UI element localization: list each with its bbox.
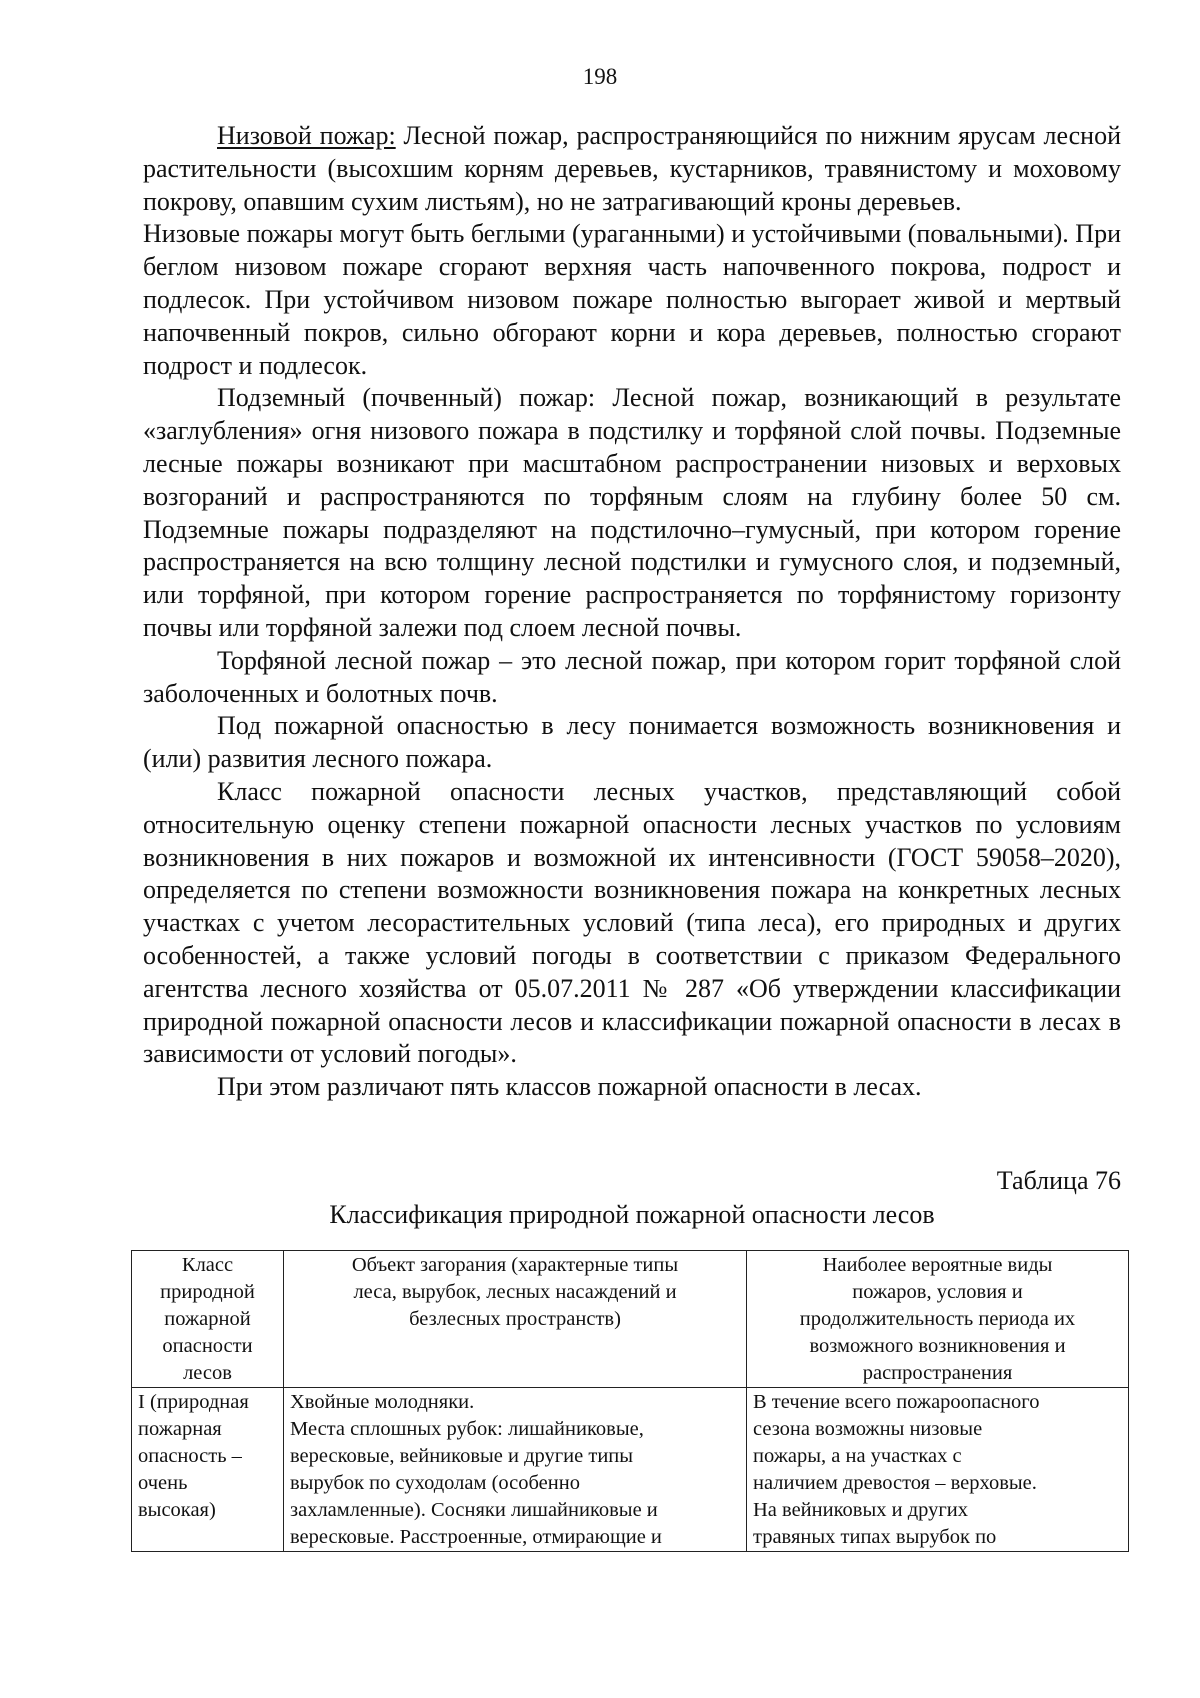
header-danger-class: Класс природной пожарной опасности лесов bbox=[132, 1251, 284, 1388]
paragraph-ground-fire: Подземный (почвенный) пожар: Лесной пожар, возникающий в результате «заглубления» огня низового пожара в подстилку и торфяной слой почвы. Подземные лесные пожары возникают при масштабном распространении низовых и верховых возгораний и распространяются по торфяным слоям на глубину более 50 см. Подземные пожары подразделяют на подстилочно–гумусный, при котором горение распространяется на всю толщину лесной подстилки и гумусного слоя, и подземный, или торфяной, при котором горение распространяется по торфянистому горизонту почвы или торфяной залежи под слоем лесной почвы. bbox=[143, 383, 1121, 642]
cell-ignition-object: Хвойные молодняки. Места сплошных рубок: лишайниковые, вересковые, вейниковые и другие типы вырубок по суходолам (особенно захламленные). Сосняки лишайниковые и вересковые. Расстроенные, отмирающие и bbox=[284, 1388, 747, 1552]
fire-danger-table bbox=[131, 1250, 1129, 1552]
table-number-label: Таблица 76 bbox=[996, 1166, 1121, 1195]
paragraph-fire-danger-class: Класс пожарной опасности лесных участков, представляющий собой относительную оценку степени пожарной опасности лесных участков по условиям возникновения в них пожаров и возможной их интенсивности (ГОСТ 59058–2020), определяется по степени возможности возникновения пожара на конкретных лесных участках с учетом лесорастительных условий (типа леса), его природных и других особенностей, а также условий погоды в соответствии с приказом Федерального агентства лесного хозяйства от 05.07.2011 № 287 «Об утверждении классификации природной пожарной опасности лесов и классификации пожарной опасности в лесах в зависимости от условий погоды». bbox=[143, 776, 1121, 1069]
cell-fire-types: В течение всего пожароопасного сезона возможны низовые пожары, а на участках с наличием древостоя – верховые. На вейниковых и других травяных типах вырубок по bbox=[747, 1388, 1129, 1552]
body-text bbox=[143, 120, 1121, 1104]
paragraph-surface-fire-types: Низовые пожары могут быть беглыми (ураганными) и устойчивыми (повальными). При беглом низовом пожаре сгорают верхняя часть напочвенного покрова, подрост и подлесок. При устойчивом низовом пожаре полностью выгорает живой и мертвый напочвенный покров, сильно обгорают корни и кора деревьев, полностью сгорают подрост и подлесок. bbox=[143, 219, 1121, 380]
header-ignition-object: Объект загорания (характерные типы леса, вырубок, лесных насаждений и безлесных пространств) bbox=[284, 1251, 747, 1388]
table-header-row bbox=[132, 1251, 1129, 1388]
paragraph-surface-fire bbox=[143, 120, 1121, 218]
table-row bbox=[132, 1388, 1129, 1552]
table-title: Классификация природной пожарной опасности лесов bbox=[329, 1200, 935, 1229]
paragraph-fire-danger: Под пожарной опасностью в лесу понимается возможность возникновения и (или) развития лесного пожара. bbox=[143, 711, 1121, 774]
cell-danger-class: I (природная пожарная опасность – очень высокая) bbox=[132, 1388, 284, 1552]
term-surface-fire: Низовой пожар: bbox=[217, 121, 396, 150]
header-fire-types: Наиболее вероятные виды пожаров, условия и продолжительность периода их возможного возникновения и распространения bbox=[747, 1251, 1129, 1388]
paragraph-peat-fire: Торфяной лесной пожар – это лесной пожар, при котором горит торфяной слой заболоченных и болотных почв. bbox=[143, 645, 1121, 708]
paragraph-surface-fire-text: Лесной пожар, распространяющийся по нижним ярусам лесной растительности (высохшим корням деревьев, кустарников, травянистому и моховому покрову, опавшим сухим листьям), но не затрагивающий кроны деревьев. bbox=[143, 121, 1122, 216]
page-number: 198 bbox=[582, 64, 618, 89]
paragraph-five-classes: При этом различают пять классов пожарной опасности в лесах. bbox=[217, 1072, 922, 1102]
